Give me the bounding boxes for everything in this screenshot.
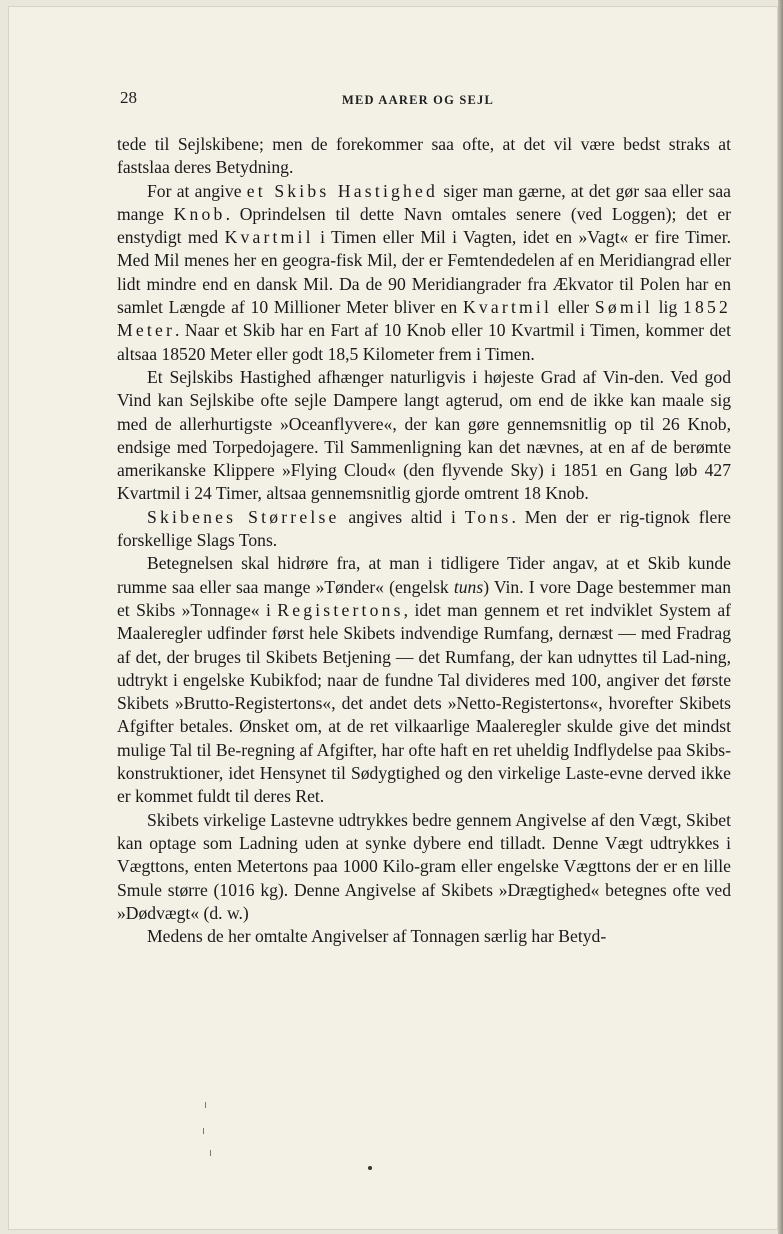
spaced-term: et Skibs Hastighed	[246, 180, 439, 201]
paragraph	[117, 552, 731, 808]
spaced-term: Knob	[173, 203, 226, 224]
paragraph	[117, 506, 731, 553]
text-segment: Skibets virkelige Lastevne udtrykkes bedre gennem Angivelse af den Vægt, Skibet kan optage som Ladning uden at synke dybere end tilladt. Denne Vægt udtrykkes i Vægttons, enten Metertons paa 1000 Kilo-gram eller engelske Vægttons der er en lille Smule større (1016 kg). Denne Angivelse af Skibets »Drægtighed« betegnes ofte ved »Dødvægt« (d. w.)	[117, 809, 731, 923]
paragraph	[117, 366, 731, 506]
spaced-term: Tons	[464, 506, 512, 527]
paragraph	[117, 180, 731, 366]
page-edge-shadow	[778, 0, 783, 1234]
text-segment: siger man gærne, at det gør saa eller saa mange	[117, 180, 731, 224]
text-segment: i Timen eller Mil i Vagten, idet en »Vagt« er fire Timer. Med Mil menes her en geogra-fisk Mil, der er Femtendedelen af en Meridiangrad eller lidt mindre end en dansk Mil. Da de 90 Meridiangrader fra Ækvator til Polen har en samlet Længde af 10 Millioner Meter bliver en	[117, 227, 731, 318]
spaced-term: 1852 Meter	[117, 297, 731, 341]
text-segment: lig	[652, 297, 683, 318]
body-text	[117, 133, 731, 948]
spaced-term: Sømil	[594, 297, 653, 318]
page-speck-dot	[368, 1166, 372, 1170]
text-segment: Et Sejlskibs Hastighed afhænger naturligvis i højeste Grad af Vin-den. Ved god Vind kan Sejlskibe ofte sejle Dampere langt agterud, om end de ikke kan maale sig med de allerhurtigste »Oceanflyvere«, der kan gøre gennemsnitlig op til 26 Knob, endsige med Torpedojagere. Til Sammenligning kan det nævnes, at en af de berømte amerikanske Klippere »Flying Cloud« (den flyvende Sky) i 1851 en Gang løb 427 Kvartmil i 24 Timer, altsaa gennemsnitlig gjorde omtrent 18 Knob.	[117, 366, 731, 504]
text-segment: For at angive	[147, 180, 247, 201]
text-segment: . Oprindelsen til dette Navn omtales senere (ved Loggen); det er enstydigt med	[117, 203, 732, 248]
text-segment: Medens de her omtalte Angivelser af Tonnagen særlig har Betyd-	[147, 926, 607, 947]
running-head: MED AARER OG SEJL	[342, 93, 495, 107]
text-segment: eller	[552, 297, 595, 318]
paragraph	[117, 809, 731, 925]
text-segment: ) Vin. I vore Dage bestemmer man et Skibs »Tonnage« i	[117, 576, 731, 620]
text-segment: . Naar et Skib har en Fart af 10 Knob eller 10 Kvartmil i Timen, kommer det altsaa 18520 Meter eller godt 18,5 Kilometer frem i Timen.	[117, 320, 731, 364]
italic-term: tuns	[453, 576, 484, 597]
spaced-term: Registertons	[277, 599, 404, 620]
paragraph	[117, 925, 731, 948]
page-header	[120, 88, 732, 112]
text-segment: Betegnelsen skal hidrøre fra, at man i tidligere Tider angav, at et Skib kunde rumme saa eller saa mange »Tønder« (engelsk	[117, 553, 731, 597]
text-segment: , idet man gennem et ret indviklet System af Maaleregler udfinder først hele Skibets indvendige Rumfang, dernæst — med Fradrag af det, der bruges til Skibets Betjening — det Rumfang, der kan udnyttes til Lad-ning, udtrykt i engelske Kubikfod; naar de fundne Tal divideres med 100, angiver det første Skibets »Brutto-Registertons«, det andet dets »Netto-Registertons«, hvorefter Skibets Afgifter betales. Ønsket om, at de ret vilkaarlige Maaleregler skulde give det mindst mulige Tal til Be-regning af Afgifter, har ofte haft en ret uheldig Indflydelse paa Skibs-konstruktioner, idet Hensynet til Sødygtighed og den virkelige Laste-evne derved ikke er kommet fuldt til deres Ret.	[117, 599, 732, 807]
text-segment: tede til Sejlskibene; men de forekommer saa ofte, at det vil være bedst straks at fastslaa deres Betydning.	[117, 134, 731, 178]
page-number: 28	[120, 88, 137, 107]
text-segment: . Men der er rig-tignok flere forskellige Slags Tons.	[117, 506, 731, 551]
paragraph	[117, 133, 731, 180]
spaced-term: Kvartmil	[462, 297, 553, 318]
spaced-term: Kvartmil	[224, 227, 314, 248]
text-segment: angives altid i	[339, 506, 465, 527]
spaced-term: Skibenes Størrelse	[147, 506, 340, 527]
